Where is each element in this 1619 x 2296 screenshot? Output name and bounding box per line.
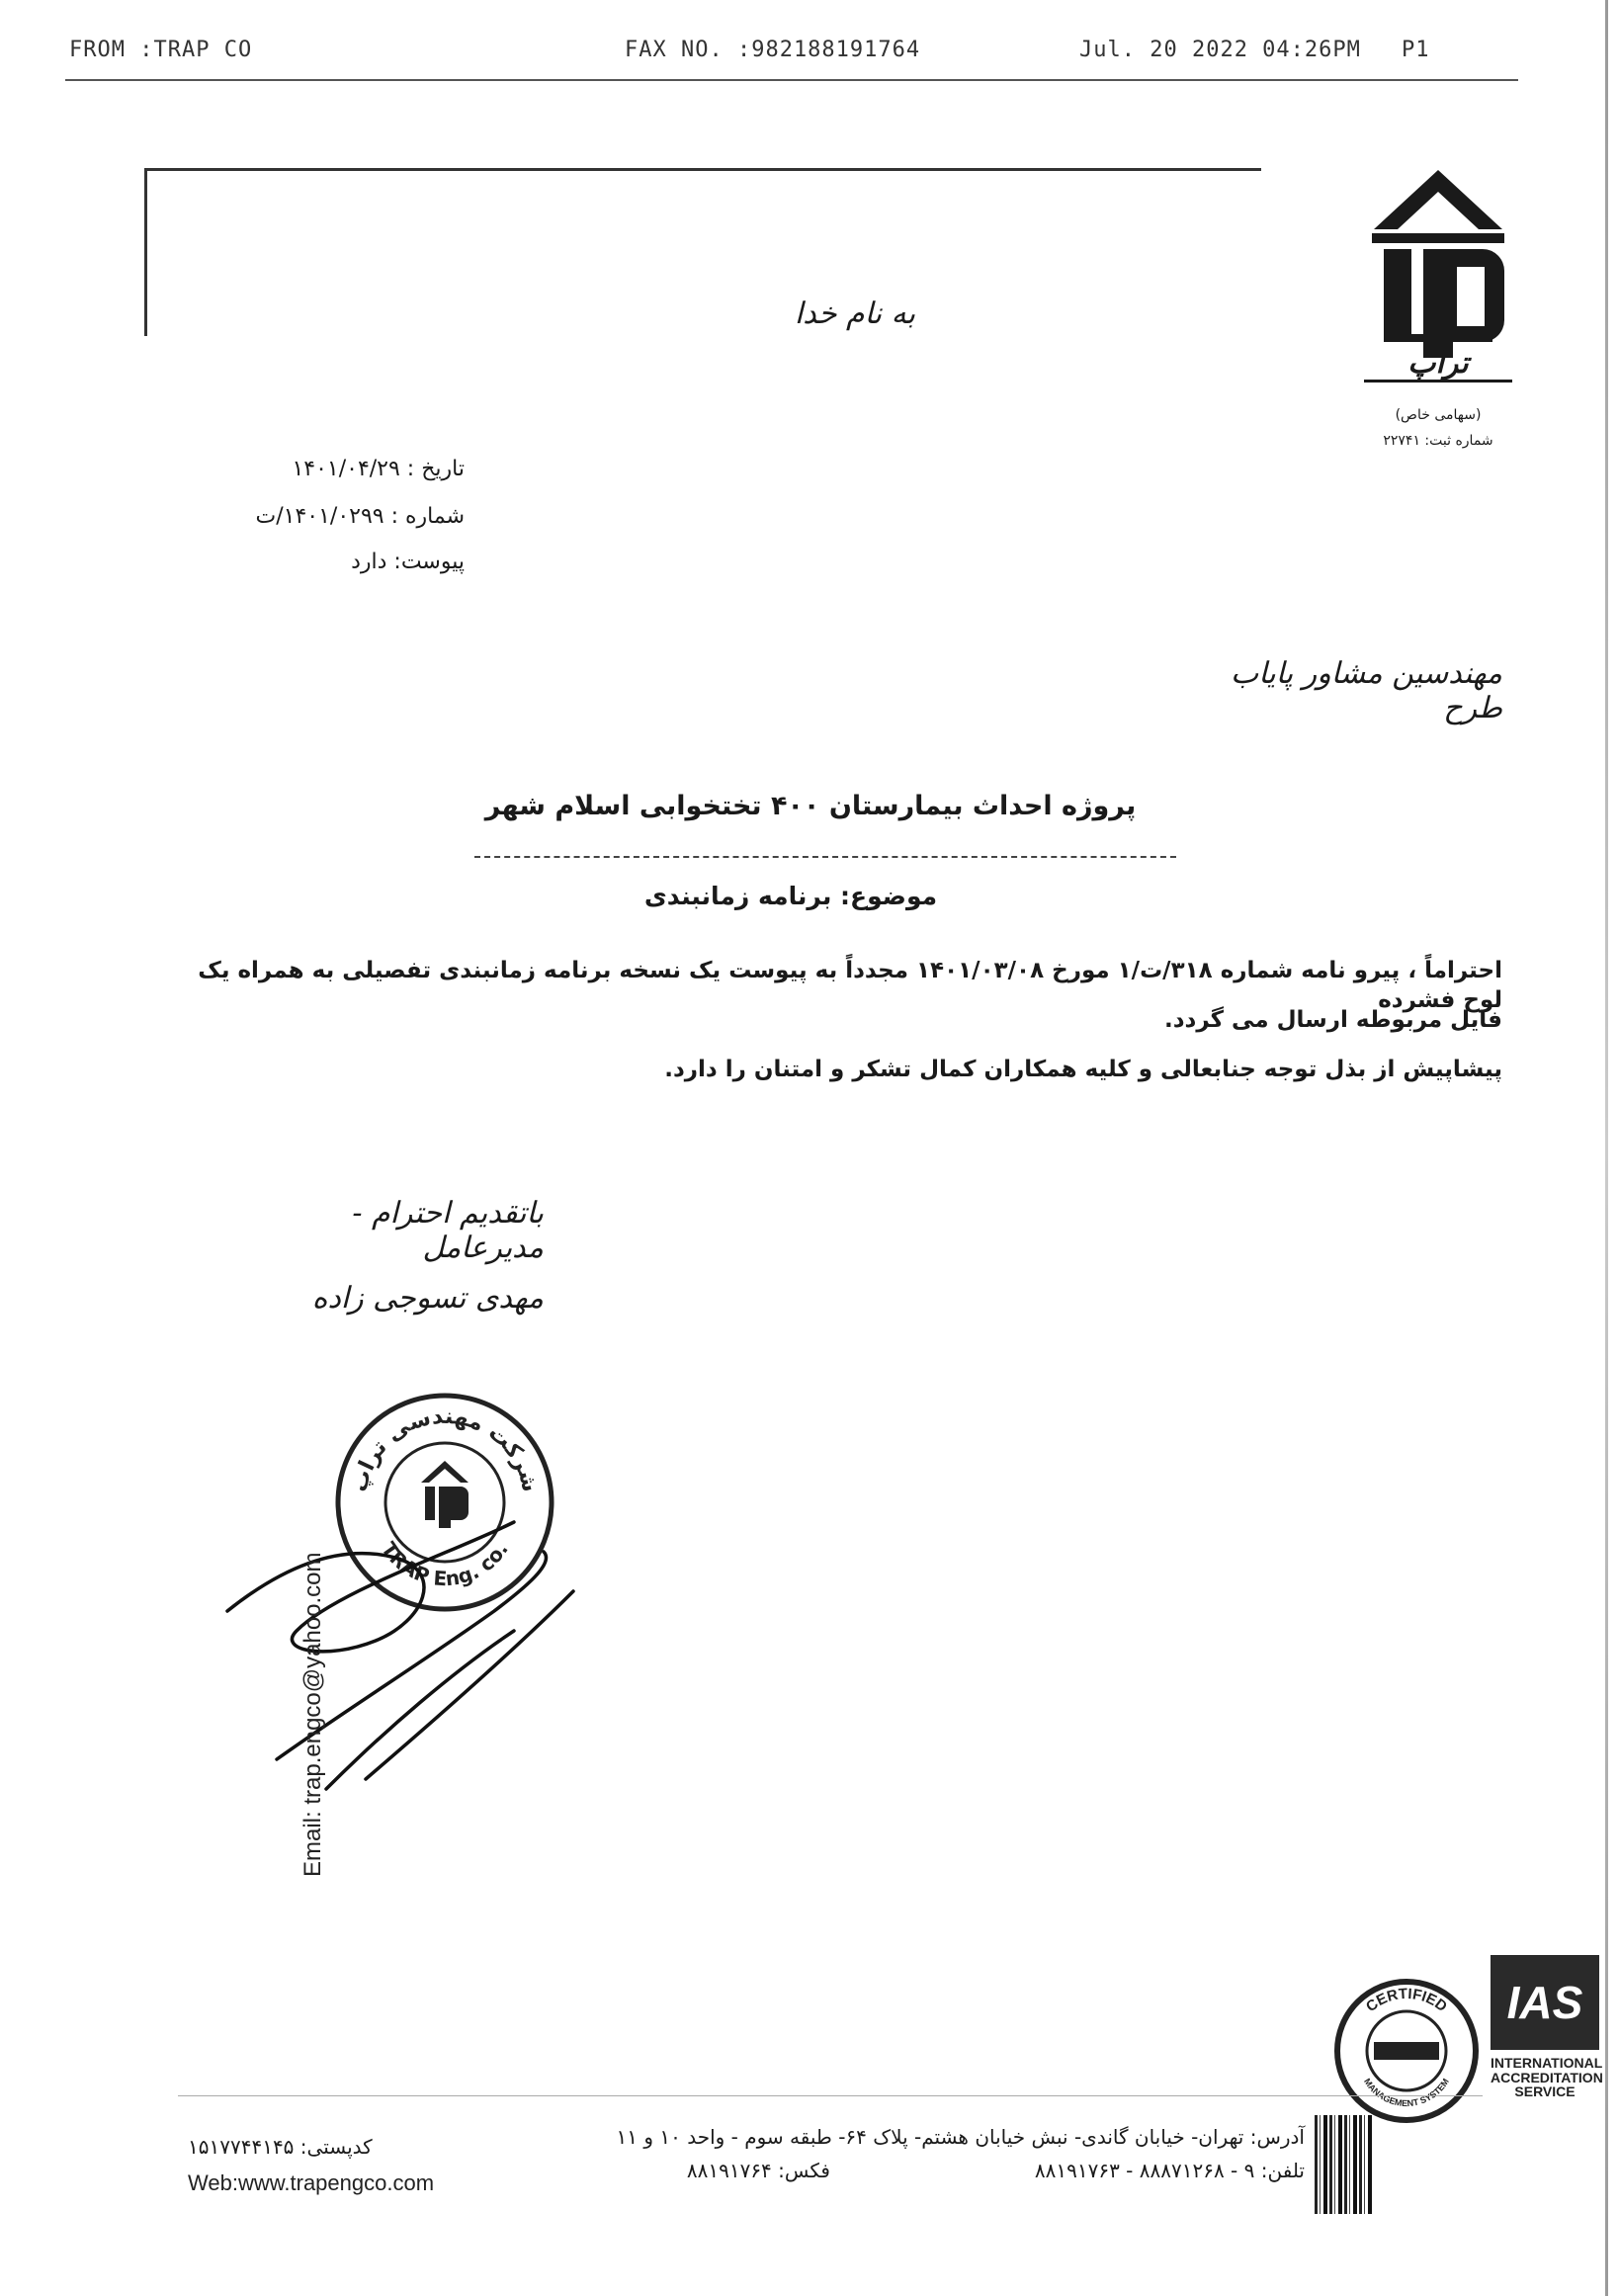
signatory: مهدی تسوجی زاده (311, 1281, 544, 1316)
fax-page: P1 (1402, 38, 1430, 62)
letterhead-frame-left (144, 168, 147, 336)
fax-header (0, 38, 1619, 77)
body-line-2: فایل مربوطه ارسال می گردد. (1164, 1007, 1502, 1033)
cert-badge-sub: MANAGEMENT SYSTEM (1362, 2077, 1451, 2109)
fax-header-rule (65, 79, 1518, 81)
footer-phone: تلفن: ۹ - ۸۸۸۷۱۲۶۸ - ۸۸۱۹۱۷۶۳ (1034, 2159, 1305, 2182)
stamp-english: TRAP Eng. co. (377, 1537, 513, 1591)
fax-number: FAX NO. :982188191764 (625, 38, 921, 62)
closing: باتقدیم احترام - مدیرعامل (352, 1196, 544, 1265)
handwritten-signature (217, 1463, 613, 1799)
footer-fax: فکس: ۸۸۱۹۱۷۶۴ (686, 2159, 830, 2182)
cert-badge-text: CERTIFIED (1362, 1985, 1451, 2016)
body-line-1: احتراماً ، پیرو نامه شماره ۳۱۸/ت/۱ مورخ ۱۴۰۱/۰۳/۰۸ مجدداً به پیوست یک نسخه برنامه زمانبندی تفصیلی به همراه یک لوح فشرده (198, 958, 1502, 1013)
letter-number: شماره : ۱۴۰۱/۰۲۹۹/ت (255, 504, 465, 529)
certified-seal-icon (1332, 1977, 1481, 2125)
project-title: پروژه احداث بیمارستان ۴۰۰ تختخوابی اسلام شهر (484, 791, 1137, 821)
logo-name: تراپ (1407, 346, 1469, 381)
footer-website: Web:www.trapengco.com (188, 2170, 435, 2195)
certified-badge (1332, 1977, 1481, 2125)
fax-from: FROM :TRAP CO (69, 38, 253, 62)
body-line-3: پیشاپیش از بذل توجه جنابعالی و کلیه همکاران کمال تشکر و امتنان را دارد. (664, 1057, 1502, 1082)
letterhead-frame-top (144, 168, 1261, 171)
footer-edge-pattern (1315, 2115, 1374, 2214)
stamp-arc-text: شرکت مهندسی تراپ (347, 1403, 543, 1495)
svg-text:MANAGEMENT SYSTEM (1362, 2077, 1451, 2108)
fax-datetime: Jul. 20 2022 04:26PM (1079, 38, 1361, 62)
ias-logo (1491, 1955, 1599, 2050)
company-type: (سهامی خاص) (1395, 407, 1482, 423)
company-registration: شماره ثبت: ۲۲۷۴۱ (1383, 433, 1493, 449)
sidebar-email: Email: trap.engco@yahoo.com (299, 1552, 326, 1877)
letter-date: تاریخ : ۱۴۰۱/۰۴/۲۹ (292, 457, 465, 481)
footer-rule (178, 2095, 1483, 2096)
letter-attachment: پیوست: دارد (351, 550, 465, 574)
recipient: مهندسین مشاور پایاب طرح (1231, 656, 1502, 725)
ias-caption: INTERNATIONAL ACCREDITATION SERVICE (1491, 2055, 1603, 2100)
subject: موضوع: برنامه زمانبندی (643, 882, 938, 910)
footer-postal-code: کدپستی: ۱۵۱۷۷۴۴۱۴۵ (188, 2135, 373, 2159)
ias-logo-text: IAS (1506, 1977, 1583, 2028)
footer-address: آدرس: تهران- خیابان گاندی- نبش خیابان هشتم- پلاک ۶۴- طبقه سوم - واحد ۱۰ و ۱۱ (616, 2125, 1305, 2149)
title-divider (474, 856, 1176, 858)
scan-edge (1605, 0, 1608, 2296)
bismillah: به نام خدا (794, 297, 916, 331)
